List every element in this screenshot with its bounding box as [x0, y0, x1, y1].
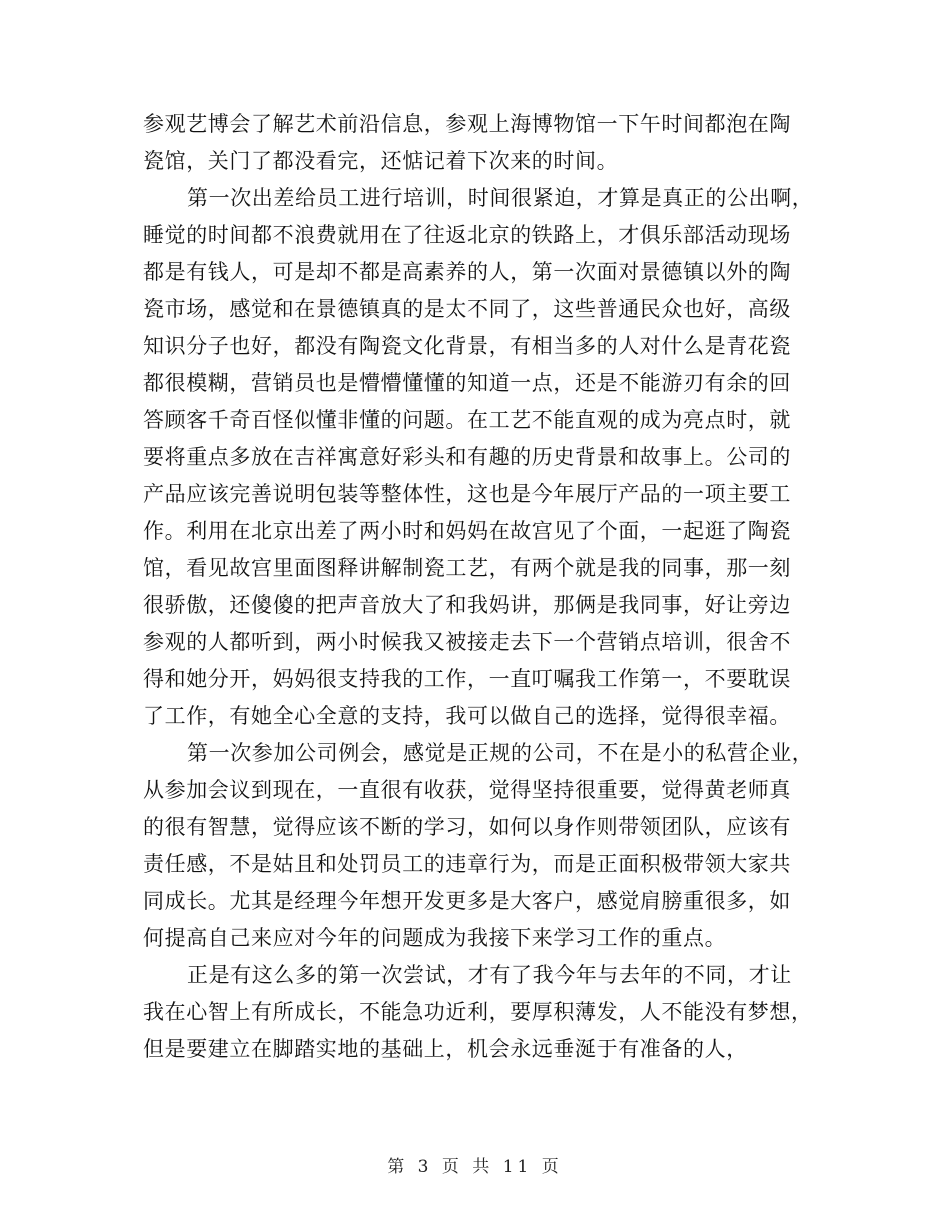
text-line: 作。利用在北京出差了两小时和妈妈在故宫见了个面，一起逛了陶瓷 [143, 519, 791, 543]
text-line: 知识分子也好，都没有陶瓷文化背景，有相当多的人对什么是青花瓷 [143, 334, 791, 358]
text-line: 都很模糊，营销员也是懵懵懂懂的知道一点，还是不能游刃有余的回 [143, 371, 791, 395]
text-line: 了工作，有她全心全意的支持，我可以做自己的选择，觉得很幸福。 [143, 704, 791, 728]
text-line: 我在心智上有所成长，不能急功近利，要厚积薄发，人不能没有梦想， [143, 1000, 813, 1024]
text-line: 睡觉的时间都不浪费就用在了往返北京的铁路上，才俱乐部活动现场 [143, 223, 791, 247]
text-line: 参观艺博会了解艺术前沿信息，参观上海博物馆一下午时间都泡在陶 [143, 112, 791, 136]
text-line: 瓷馆，关门了都没看完，还惦记着下次来的时间。 [143, 149, 619, 173]
text-line: 很骄傲，还傻傻的把声音放大了和我妈讲，那俩是我同事，好让旁边 [143, 593, 791, 617]
text-line: 从参加会议到现在，一直很有收获，觉得坚持很重要，觉得黄老师真 [143, 778, 791, 802]
text-line: 产品应该完善说明包装等整体性，这也是今年展厅产品的一项主要工 [143, 482, 791, 506]
text-line: 但是要建立在脚踏实地的基础上，机会永远垂涎于有准备的人， [143, 1037, 748, 1061]
paragraph-start-line: 正是有这么多的第一次尝试，才有了我今年与去年的不同，才让 [187, 963, 792, 987]
text-line: 得和她分开，妈妈很支持我的工作，一直叮嘱我工作第一，不要耽误 [143, 667, 791, 691]
paragraph-start-line: 第一次参加公司例会，感觉是正规的公司，不在是小的私营企业， [187, 741, 814, 765]
text-line: 责任感，不是姑且和处罚员工的违章行为，而是正面积极带领大家共 [143, 852, 791, 876]
text-line: 都是有钱人，可是却不都是高素养的人，第一次面对景德镇以外的陶 [143, 260, 791, 284]
text-line: 何提高自己来应对今年的问题成为我接下来学习工作的重点。 [143, 926, 727, 950]
body-text [143, 106, 815, 1068]
text-line: 参观的人都听到，两小时候我又被接走去下一个营销点培训，很舍不 [143, 630, 791, 654]
text-line: 瓷市场，感觉和在景德镇真的是太不同了，这些普通民众也好，高级 [143, 297, 791, 321]
text-line: 馆，看见故宫里面图释讲解制瓷工艺，有两个就是我的同事，那一刻 [143, 556, 791, 580]
text-line: 要将重点多放在吉祥寓意好彩头和有趣的历史背景和故事上。公司的 [143, 445, 791, 469]
page-number-footer: 第 3 页 共 11 页 [387, 1157, 563, 1177]
text-line: 的很有智慧，觉得应该不断的学习，如何以身作则带领团队，应该有 [143, 815, 791, 839]
text-line: 答顾客千奇百怪似懂非懂的问题。在工艺不能直观的成为亮点时，就 [143, 408, 791, 432]
paragraph-start-line: 第一次出差给员工进行培训，时间很紧迫，才算是真正的公出啊， [187, 186, 814, 210]
text-line: 同成长。尤其是经理今年想开发更多是大客户，感觉肩膀重很多，如 [143, 889, 791, 913]
